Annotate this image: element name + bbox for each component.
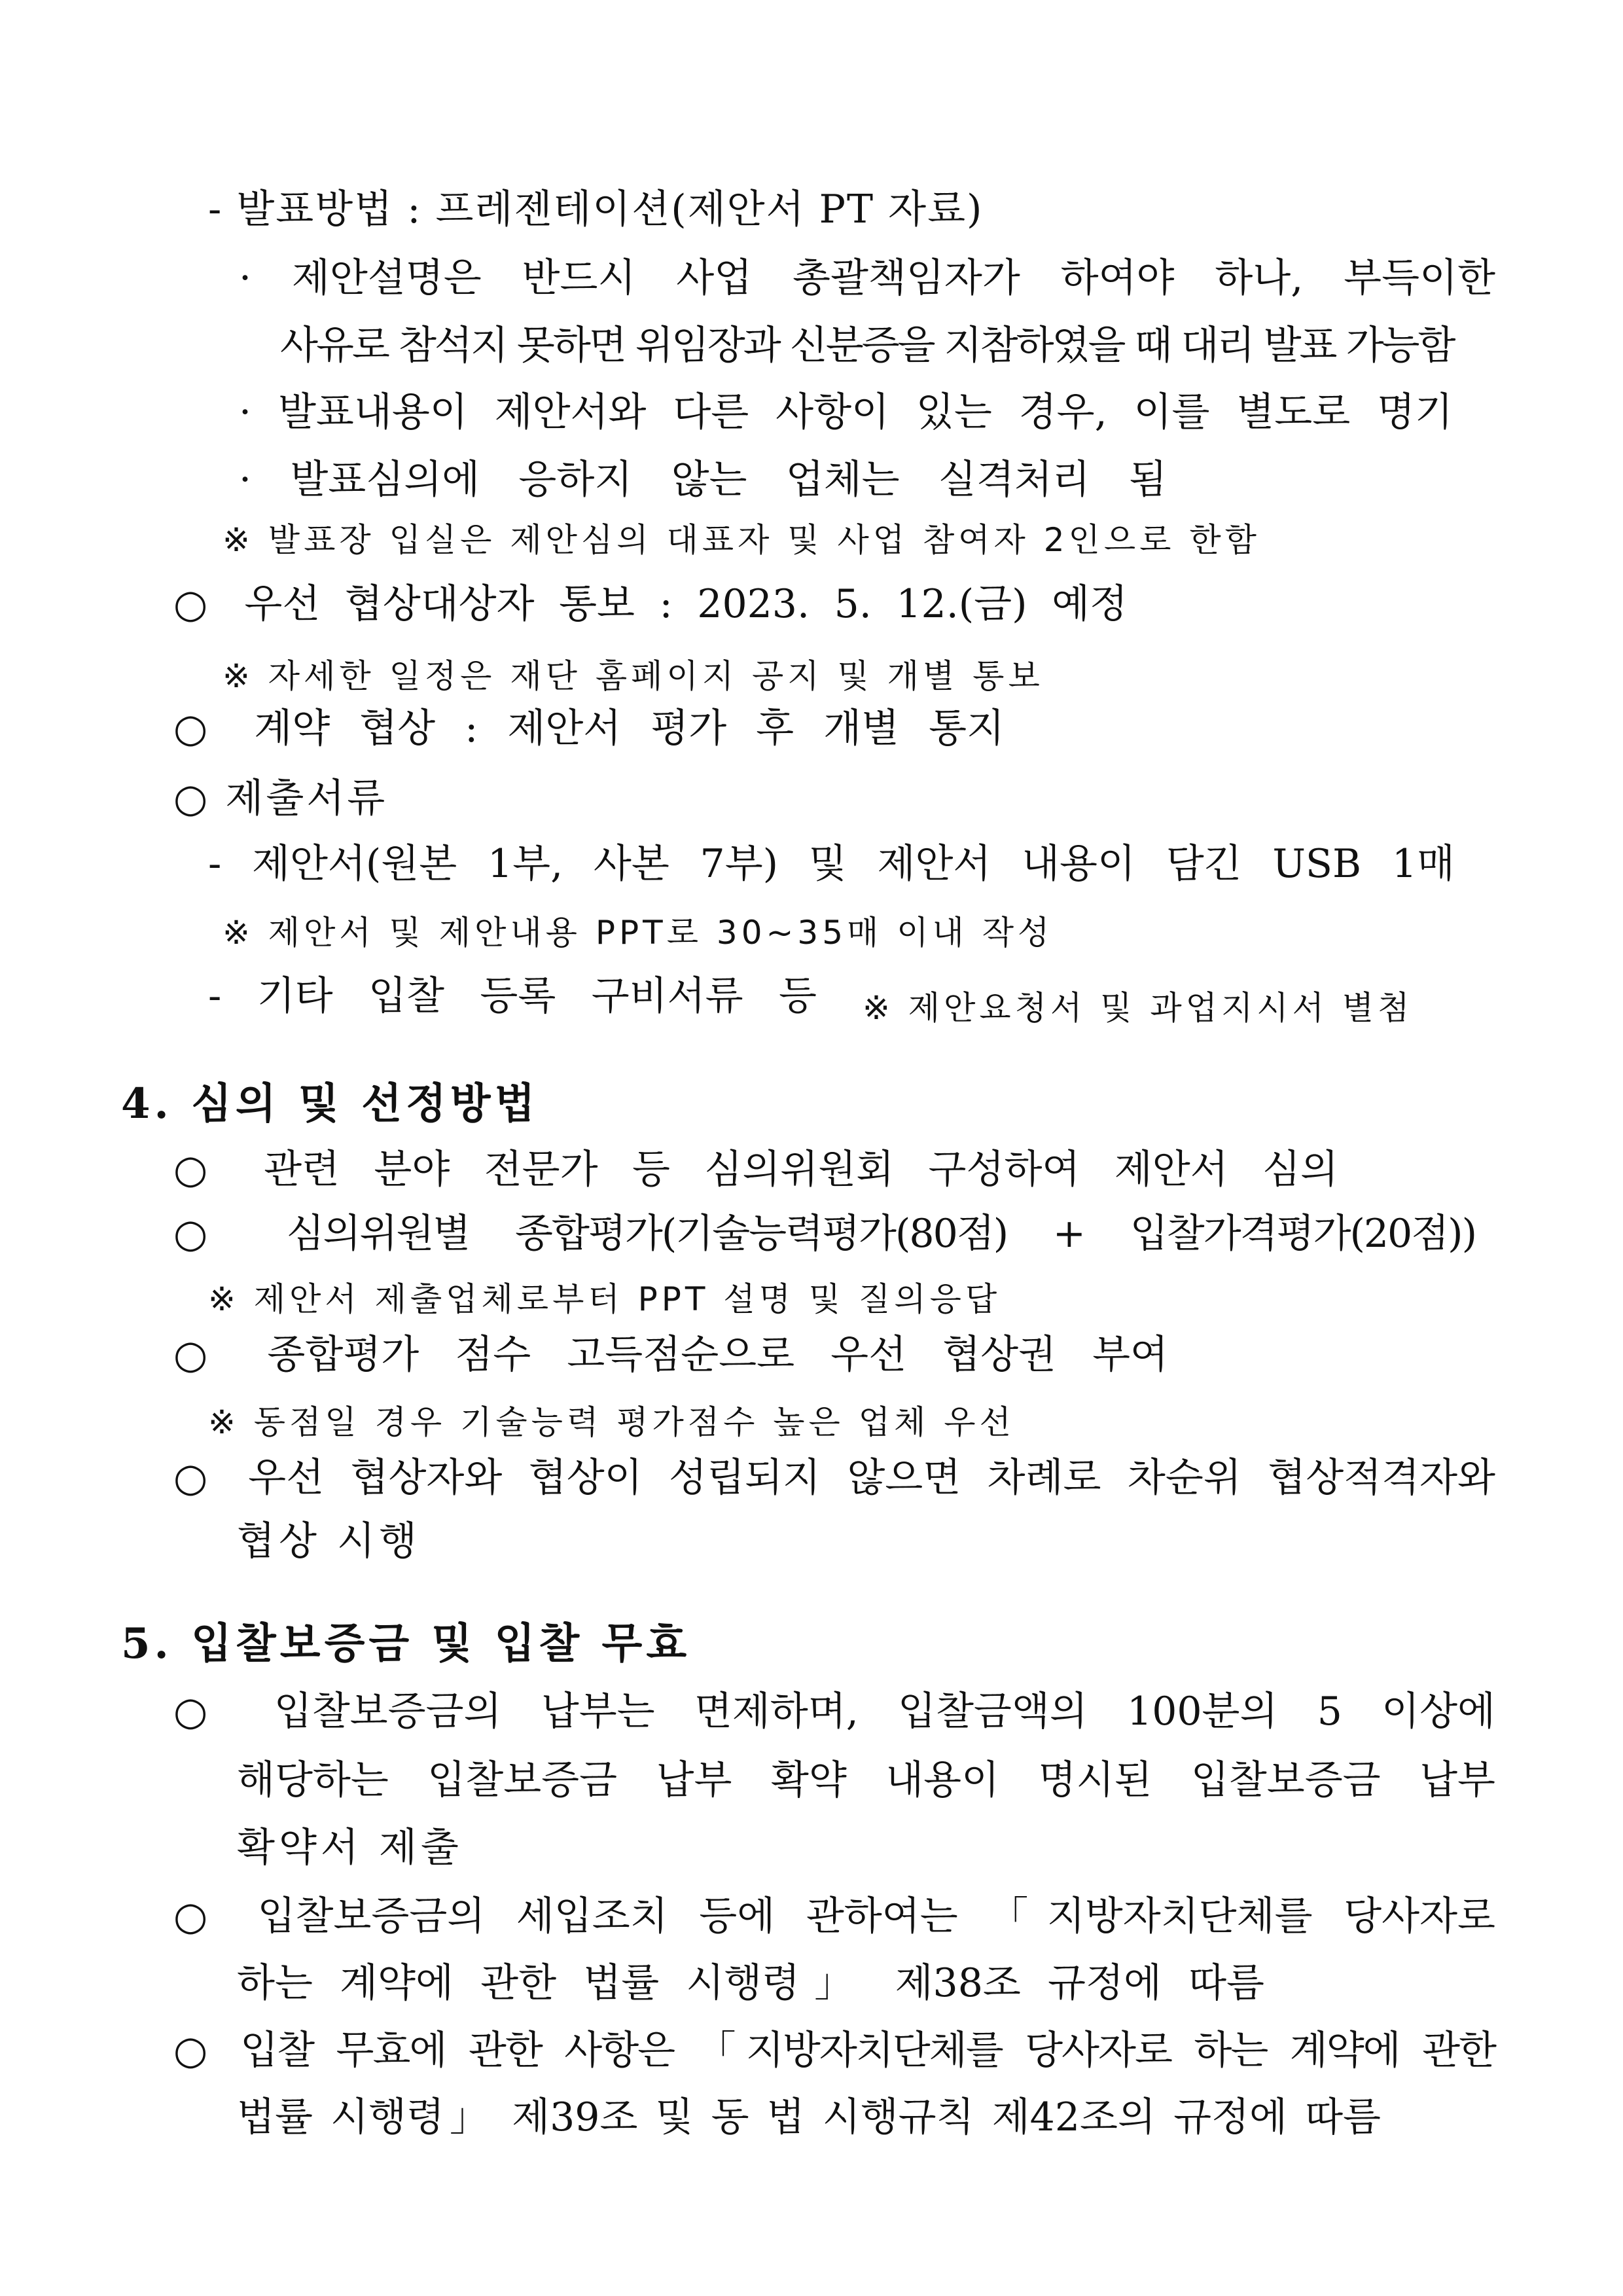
section5-item1-line2: 해당하는 입찰보증금 납부 확약 내용이 명시된 입찰보증금 납부 [237,1757,1495,1803]
bullet-presentation-content: · 발표내용이 제안서와 다른 사항이 있는 경우, 이를 별도로 명기 [239,389,1453,435]
section5-item3-line1: ○ 입찰 무효에 관한 사항은 「지방자치단체를 당사자로 하는 계약에 관한 [173,2028,1495,2073]
section5-item1-line1: ○ 입찰보증금의 납부는 면제하며, 입찰금액의 100분의 5 이상에 [173,1689,1495,1734]
note-presentation-room: ※ 발표장 입실은 제안심의 대표자 및 사업 참여자 2인으로 한함 [223,521,1260,559]
doc-other: - 기타 입찰 등록 구비서류 등 [208,973,817,1019]
section5-item2-line1: ○ 입찰보증금의 세입조치 등에 관하여는 「지방자치단체를 당사자로 [173,1893,1495,1939]
note-qa: ※ 제안서 제출업체로부터 PPT 설명 및 질의응답 [208,1280,1001,1318]
note-attached: ※ 제안요청서 및 과업지시서 별첨 [863,989,1414,1027]
section5-item1-line3: 확약서 제출 [237,1825,463,1871]
documents-title: ○ 제출서류 [173,776,388,821]
bullet-proposal-explanation-line2: 사유로 참석지 못하면 위임장과 신분증을 지참하였을 때 대리 발표 가능함 [280,323,1454,368]
doc-proposal: - 제안서(원본 1부, 사본 7부) 및 제안서 내용이 담긴 USB 1매 [208,841,1455,887]
presentation-method: - 발표방법 : 프레젠테이션(제안서 PT 자료) [208,187,984,232]
section4-item4-line1: ○ 우선 협상자와 협상이 성립되지 않으면 차례로 차순위 협상적격자와 [173,1455,1495,1501]
section4-heading: 4. 심의 및 선정방법 [121,1079,539,1128]
note-ppt: ※ 제안서 및 제안내용 PPT로 30~35매 이내 작성 [223,914,1054,952]
section5-item3-line2: 법률 시행령」 제39조 및 동 법 시행규칙 제42조의 규정에 따름 [237,2094,1381,2140]
section4-item4-line2: 협상 시행 [237,1518,421,1564]
bullet-disqualification: · 발표심의에 응하지 않는 업체는 실격처리 됨 [239,457,1167,503]
section4-item3: ○ 종합평가 점수 고득점순으로 우선 협상권 부여 [173,1332,1168,1378]
bullet-proposal-explanation-line1: · 제안설명은 반드시 사업 총괄책임자가 하여야 하나, 부득이한 [239,255,1495,301]
section4-item1: ○ 관련 분야 전문가 등 심의위원회 구성하여 제안서 심의 [173,1147,1338,1193]
section5-item2-line2: 하는 계약에 관한 법률 시행령」 제38조 규정에 따름 [237,1960,1264,2006]
note-schedule: ※ 자세한 일정은 재단 홈페이지 공지 및 개별 통보 [223,657,1044,695]
section5-heading: 5. 입찰보증금 및 입찰 무효 [121,1619,691,1668]
contract-negotiation: ○ 계약 협상 : 제안서 평가 후 개별 통지 [173,706,1005,751]
priority-negotiator-notice: ○ 우선 협상대상자 통보 : 2023. 5. 12.(금) 예정 [173,581,1128,627]
note-tie: ※ 동점일 경우 기술능력 평가점수 높은 업체 우선 [208,1403,1015,1441]
section4-item2: ○ 심의위원별 종합평가(기술능력평가(80점) + 입찰가격평가(20점)) [173,1211,1476,1257]
